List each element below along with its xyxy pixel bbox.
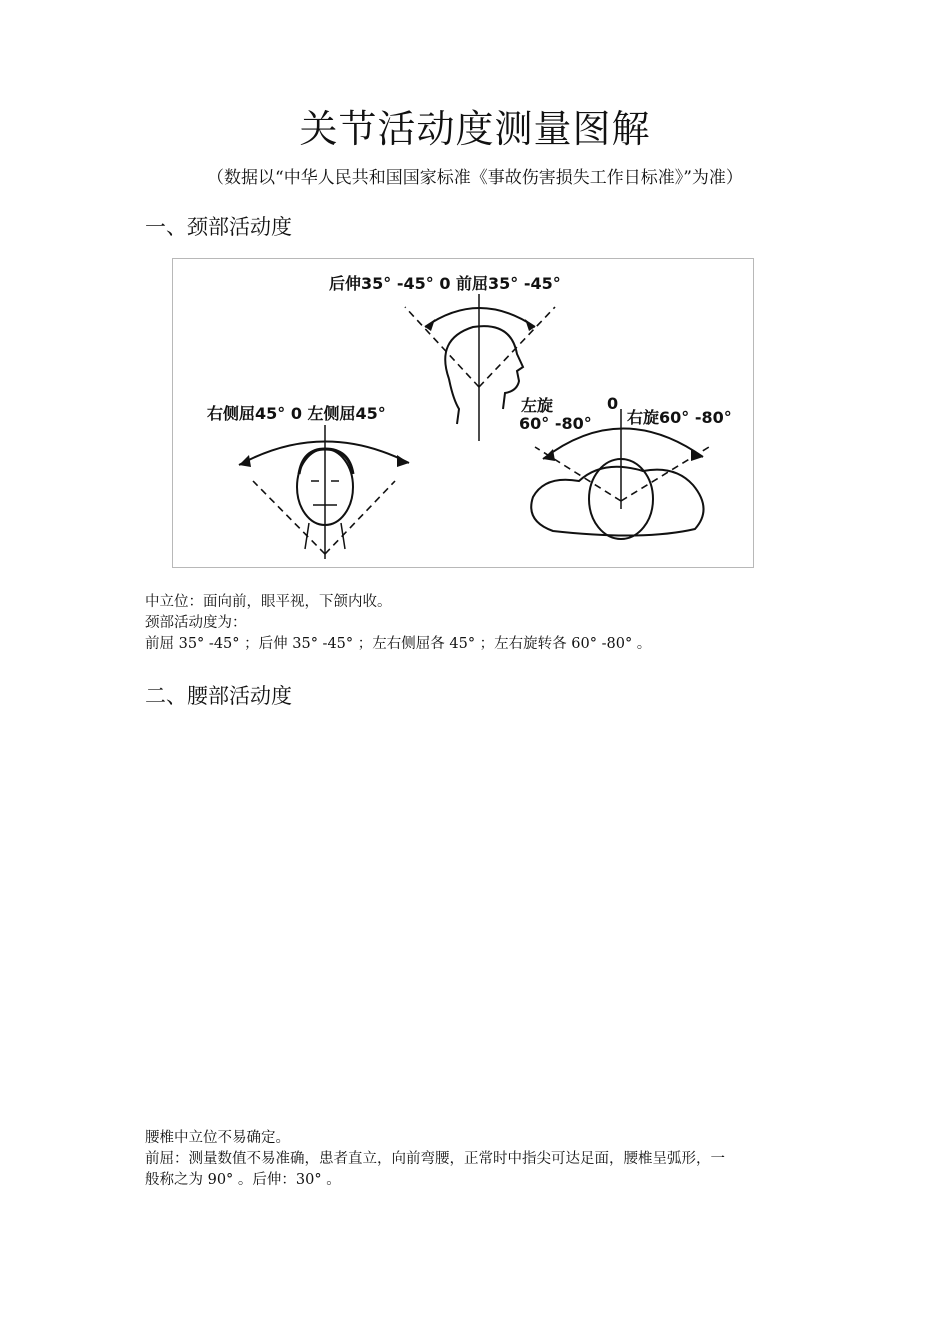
neck-diagram-svg bbox=[173, 259, 753, 567]
neck-line-2: 颈部活动度为： bbox=[145, 615, 247, 631]
label-right-rotation: 右旋60° -80° bbox=[627, 408, 732, 427]
section-heading-neck: 一、颈部活动度 bbox=[145, 215, 292, 239]
neck-line-3: 前屈 35° -45° ；后伸 35° -45° ；左右侧屈各 45° ；左右旋转各 60° -80° 。 bbox=[145, 636, 652, 652]
neck-range-of-motion-figure bbox=[172, 258, 754, 568]
neck-description bbox=[145, 592, 651, 655]
lateral-bending-illustration bbox=[239, 425, 409, 559]
label-rotation-zero: 0 bbox=[607, 394, 619, 413]
label-left-rotation-1: 左旋 bbox=[521, 396, 554, 415]
label-left-rotation-2: 60° -80° bbox=[519, 414, 592, 433]
lumbar-description bbox=[145, 1128, 725, 1191]
section-heading-lumbar: 二、腰部活动度 bbox=[145, 684, 292, 708]
page-title: 关节活动度测量图解 bbox=[299, 107, 651, 151]
lumbar-line-2: 前屈：测量数值不易准确，患者直立，向前弯腰，正常时中指尖可达足面，腰椎呈弧形，一 bbox=[145, 1151, 725, 1167]
lumbar-line-3: 般称之为 90° 。后伸：30° 。 bbox=[145, 1172, 341, 1188]
label-extension-flexion: 后伸35° -45° 0 前屈35° -45° bbox=[329, 274, 561, 293]
lumbar-line-1: 腰椎中立位不易确定。 bbox=[145, 1130, 290, 1146]
neck-line-1: 中立位：面向前，眼平视，下颌内收。 bbox=[145, 594, 392, 610]
page-subtitle: （数据以“中华人民共和国国家标准《事故伤害损失工作日标准》”为准） bbox=[207, 168, 743, 188]
label-lateral-bend: 右侧屈45° 0 左侧屈45° bbox=[207, 404, 386, 423]
